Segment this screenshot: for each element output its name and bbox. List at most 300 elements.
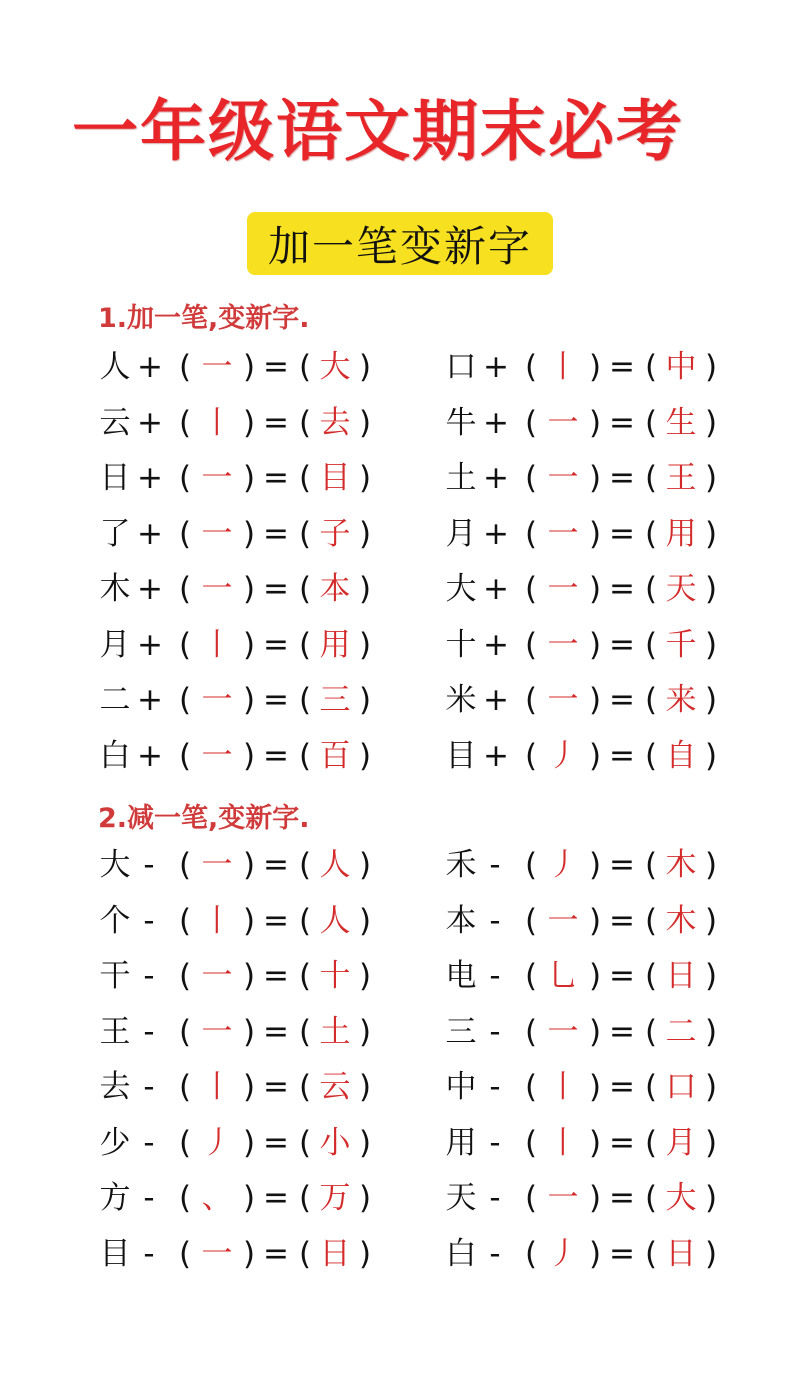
base-character: 电 [445,958,477,994]
left-paren: ( [178,405,192,441]
result-character: 日 [665,958,697,994]
operator-sign: + [137,682,163,718]
stroke-answer: 一 [547,571,579,607]
result-character: 来 [665,682,697,718]
left-paren: ( [178,1180,192,1216]
equation-row [97,842,387,888]
stroke-answer: 一 [201,847,233,883]
left-paren: ( [524,1180,538,1216]
stroke-answer: 丨 [547,1069,579,1105]
left-paren: ( [298,1014,312,1050]
equals-sign: = [609,460,635,496]
operator-sign: + [483,571,509,607]
left-paren: ( [178,1069,192,1105]
right-paren: ) [704,847,718,883]
equals-sign: = [263,460,289,496]
base-character: 本 [445,903,477,939]
stroke-answer: 一 [547,1014,579,1050]
result-character: 王 [665,460,697,496]
result-character: 口 [665,1069,697,1105]
right-paren: ) [358,1069,372,1105]
equals-sign: = [609,682,635,718]
operator-sign: - [143,1069,155,1105]
right-paren: ) [588,571,602,607]
equation-row [97,344,387,390]
result-character: 生 [665,405,697,441]
left-paren: ( [178,349,192,385]
equals-sign: = [263,1014,289,1050]
result-character: 万 [319,1180,351,1216]
equals-sign: = [609,1180,635,1216]
operator-sign: + [483,682,509,718]
right-paren: ) [358,1014,372,1050]
right-paren: ) [704,738,718,774]
left-paren: ( [524,738,538,774]
left-paren: ( [178,1014,192,1050]
stroke-answer: 一 [201,738,233,774]
equals-sign: = [609,1014,635,1050]
stroke-answer: 一 [201,958,233,994]
equals-sign: = [609,349,635,385]
right-paren: ) [588,682,602,718]
right-paren: ) [704,682,718,718]
equation-row [97,1064,387,1110]
left-paren: ( [178,1125,192,1161]
equation-row [97,400,387,446]
equals-sign: = [609,903,635,939]
stroke-answer: 一 [201,571,233,607]
left-paren: ( [644,1125,658,1161]
result-character: 用 [319,627,351,663]
equation-row [443,566,733,612]
equals-sign: = [609,627,635,663]
base-character: 干 [99,958,131,994]
left-paren: ( [298,571,312,607]
right-paren: ) [704,571,718,607]
section-heading-subtract: 2.减一笔,变新字. [98,803,310,834]
subtitle-badge [247,212,553,275]
left-paren: ( [644,682,658,718]
equals-sign: = [609,571,635,607]
equals-sign: = [609,1069,635,1105]
right-paren: ) [588,1069,602,1105]
equals-sign: = [263,349,289,385]
left-paren: ( [298,349,312,385]
right-paren: ) [704,627,718,663]
result-character: 云 [319,1069,351,1105]
equation-row [97,1009,387,1055]
right-paren: ) [242,1069,256,1105]
section-heading-add: 1.加一笔,变新字. [98,303,310,334]
base-character: 日 [99,460,131,496]
operator-sign: + [137,405,163,441]
result-character: 木 [665,903,697,939]
operator-sign: + [137,460,163,496]
right-paren: ) [358,516,372,552]
left-paren: ( [524,460,538,496]
subtitle-text: 加一笔变新字 [267,221,532,271]
right-paren: ) [358,571,372,607]
base-character: 月 [445,516,477,552]
equation-row [97,622,387,668]
equals-sign: = [263,682,289,718]
equals-sign: = [263,903,289,939]
base-character: 十 [445,627,477,663]
left-paren: ( [524,1236,538,1272]
right-paren: ) [588,627,602,663]
right-paren: ) [358,1180,372,1216]
equation-row [97,1231,387,1277]
result-character: 本 [319,571,351,607]
equation-row [443,1120,733,1166]
base-character: 牛 [445,405,477,441]
right-paren: ) [242,847,256,883]
left-paren: ( [298,405,312,441]
equation-row [443,400,733,446]
equals-sign: = [263,571,289,607]
right-paren: ) [242,682,256,718]
result-character: 日 [665,1236,697,1272]
left-paren: ( [178,516,192,552]
left-paren: ( [524,682,538,718]
right-paren: ) [588,1236,602,1272]
equals-sign: = [609,1236,635,1272]
left-paren: ( [298,1069,312,1105]
right-paren: ) [704,1014,718,1050]
operator-sign: + [137,349,163,385]
right-paren: ) [588,847,602,883]
stroke-answer: 丨 [201,405,233,441]
right-paren: ) [242,1125,256,1161]
stroke-answer: 一 [201,460,233,496]
left-paren: ( [644,349,658,385]
equation-row [443,898,733,944]
right-paren: ) [358,847,372,883]
equation-row [97,898,387,944]
left-paren: ( [644,571,658,607]
operator-sign: + [137,516,163,552]
right-paren: ) [704,516,718,552]
left-paren: ( [298,738,312,774]
base-character: 口 [445,349,477,385]
equation-row [97,511,387,557]
left-paren: ( [524,571,538,607]
equals-sign: = [263,1236,289,1272]
left-paren: ( [644,627,658,663]
operator-sign: - [489,1125,501,1161]
stroke-answer: 一 [547,405,579,441]
result-character: 人 [319,903,351,939]
left-paren: ( [644,460,658,496]
operator-sign: + [137,571,163,607]
right-paren: ) [242,1236,256,1272]
result-character: 十 [319,958,351,994]
equation-row [97,953,387,999]
base-character: 了 [99,516,131,552]
right-paren: ) [704,958,718,994]
operator-sign: + [483,460,509,496]
left-paren: ( [644,1236,658,1272]
stroke-answer: 丿 [547,847,579,883]
equation-row [97,1175,387,1221]
equation-row [97,566,387,612]
equals-sign: = [263,958,289,994]
left-paren: ( [298,516,312,552]
right-paren: ) [704,405,718,441]
equation-row [443,1064,733,1110]
operator-sign: + [483,738,509,774]
operator-sign: - [489,1236,501,1272]
right-paren: ) [242,1014,256,1050]
right-paren: ) [588,1125,602,1161]
equation-row [443,511,733,557]
left-paren: ( [178,682,192,718]
left-paren: ( [298,958,312,994]
base-character: 白 [445,1236,477,1272]
right-paren: ) [242,405,256,441]
base-character: 用 [445,1125,477,1161]
right-paren: ) [242,516,256,552]
left-paren: ( [524,516,538,552]
base-character: 云 [99,405,131,441]
equals-sign: = [263,405,289,441]
equation-row [443,1175,733,1221]
equation-row [443,677,733,723]
left-paren: ( [298,1180,312,1216]
stroke-answer: 丿 [201,1125,233,1161]
right-paren: ) [704,460,718,496]
page-title: 一年级语文期末必考 [72,93,684,170]
equation-row [443,455,733,501]
left-paren: ( [644,738,658,774]
right-paren: ) [588,1014,602,1050]
equals-sign: = [263,1069,289,1105]
equation-row [443,1231,733,1277]
left-paren: ( [644,405,658,441]
left-paren: ( [298,460,312,496]
equals-sign: = [609,516,635,552]
left-paren: ( [178,958,192,994]
equation-row [97,733,387,779]
equals-sign: = [263,1125,289,1161]
left-paren: ( [524,903,538,939]
base-character: 目 [99,1236,131,1272]
equals-sign: = [609,847,635,883]
operator-sign: - [489,903,501,939]
operator-sign: - [143,1125,155,1161]
right-paren: ) [588,516,602,552]
stroke-answer: 一 [201,349,233,385]
equals-sign: = [609,405,635,441]
operator-sign: - [489,958,501,994]
result-character: 百 [319,738,351,774]
stroke-answer: 丨 [201,627,233,663]
stroke-answer: 丨 [547,349,579,385]
base-character: 方 [99,1180,131,1216]
left-paren: ( [524,847,538,883]
result-character: 土 [319,1014,351,1050]
operator-sign: + [483,349,509,385]
right-paren: ) [704,349,718,385]
base-character: 人 [99,349,131,385]
stroke-answer: 、 [201,1180,233,1216]
right-paren: ) [358,405,372,441]
stroke-answer: 丨 [547,1125,579,1161]
result-character: 大 [665,1180,697,1216]
equals-sign: = [263,1180,289,1216]
left-paren: ( [644,958,658,994]
stroke-answer: 乚 [547,958,579,994]
left-paren: ( [298,1236,312,1272]
right-paren: ) [588,349,602,385]
right-paren: ) [242,349,256,385]
equation-row [97,455,387,501]
base-character: 天 [445,1180,477,1216]
base-character: 少 [99,1125,131,1161]
equals-sign: = [263,627,289,663]
result-character: 天 [665,571,697,607]
base-character: 大 [99,847,131,883]
stroke-answer: 一 [547,460,579,496]
stroke-answer: 一 [201,1014,233,1050]
right-paren: ) [588,738,602,774]
operator-sign: + [483,405,509,441]
right-paren: ) [704,1069,718,1105]
right-paren: ) [242,627,256,663]
left-paren: ( [178,627,192,663]
operator-sign: - [489,1180,501,1216]
left-paren: ( [178,847,192,883]
stroke-answer: 丿 [547,1236,579,1272]
equation-row [443,622,733,668]
right-paren: ) [588,1180,602,1216]
left-paren: ( [524,1069,538,1105]
stroke-answer: 一 [201,682,233,718]
equation-row [443,344,733,390]
result-character: 用 [665,516,697,552]
base-character: 目 [445,738,477,774]
result-character: 去 [319,405,351,441]
left-paren: ( [298,627,312,663]
result-character: 日 [319,1236,351,1272]
left-paren: ( [298,682,312,718]
right-paren: ) [358,1125,372,1161]
left-paren: ( [644,903,658,939]
result-character: 小 [319,1125,351,1161]
left-paren: ( [178,1236,192,1272]
stroke-answer: 丨 [201,1069,233,1105]
left-paren: ( [644,1180,658,1216]
stroke-answer: 一 [201,1236,233,1272]
base-character: 个 [99,903,131,939]
right-paren: ) [242,571,256,607]
right-paren: ) [242,903,256,939]
operator-sign: - [143,1236,155,1272]
result-character: 木 [665,847,697,883]
operator-sign: - [143,903,155,939]
right-paren: ) [704,903,718,939]
left-paren: ( [178,571,192,607]
equation-row [443,733,733,779]
stroke-answer: 一 [547,627,579,663]
base-character: 中 [445,1069,477,1105]
stroke-answer: 一 [201,516,233,552]
equals-sign: = [263,738,289,774]
left-paren: ( [298,1125,312,1161]
base-character: 二 [99,682,131,718]
equation-row [97,677,387,723]
operator-sign: - [489,1069,501,1105]
right-paren: ) [588,958,602,994]
equals-sign: = [263,847,289,883]
right-paren: ) [358,349,372,385]
operator-sign: - [143,1180,155,1216]
result-character: 千 [665,627,697,663]
stroke-answer: 丨 [201,903,233,939]
equation-row [443,842,733,888]
base-character: 三 [445,1014,477,1050]
base-character: 禾 [445,847,477,883]
right-paren: ) [358,460,372,496]
left-paren: ( [644,1014,658,1050]
right-paren: ) [242,958,256,994]
right-paren: ) [358,682,372,718]
left-paren: ( [524,627,538,663]
right-paren: ) [704,1236,718,1272]
result-character: 人 [319,847,351,883]
equation-row [443,953,733,999]
equation-row [97,1120,387,1166]
base-character: 大 [445,571,477,607]
equals-sign: = [263,516,289,552]
equals-sign: = [609,1125,635,1161]
base-character: 米 [445,682,477,718]
right-paren: ) [242,460,256,496]
operator-sign: - [143,847,155,883]
result-character: 中 [665,349,697,385]
left-paren: ( [298,903,312,939]
operator-sign: + [483,627,509,663]
left-paren: ( [644,1069,658,1105]
left-paren: ( [524,1014,538,1050]
left-paren: ( [644,516,658,552]
stroke-answer: 一 [547,682,579,718]
equals-sign: = [609,958,635,994]
operator-sign: + [483,516,509,552]
result-character: 大 [319,349,351,385]
right-paren: ) [588,903,602,939]
operator-sign: - [489,847,501,883]
stroke-answer: 一 [547,516,579,552]
operator-sign: - [489,1014,501,1050]
stroke-answer: 丿 [547,738,579,774]
right-paren: ) [358,958,372,994]
right-paren: ) [588,460,602,496]
base-character: 白 [99,738,131,774]
base-character: 木 [99,571,131,607]
right-paren: ) [704,1125,718,1161]
left-paren: ( [524,405,538,441]
result-character: 目 [319,460,351,496]
operator-sign: - [143,1014,155,1050]
equation-row [443,1009,733,1055]
left-paren: ( [644,847,658,883]
result-character: 子 [319,516,351,552]
right-paren: ) [358,738,372,774]
base-character: 王 [99,1014,131,1050]
left-paren: ( [524,1125,538,1161]
base-character: 月 [99,627,131,663]
